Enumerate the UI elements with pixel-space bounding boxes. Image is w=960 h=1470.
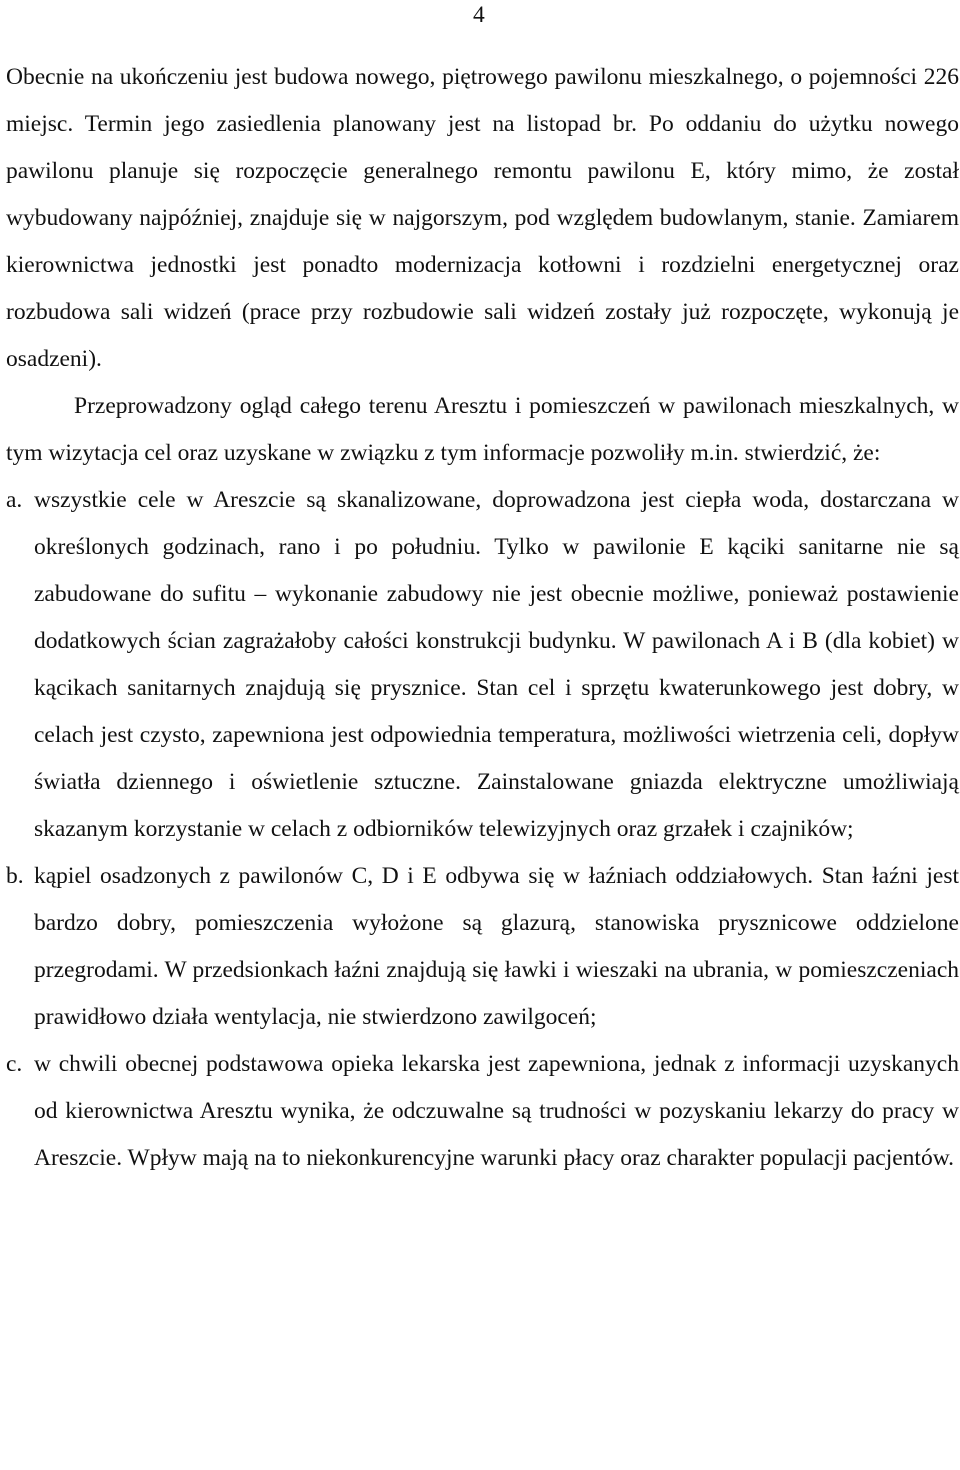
list-item-text: wszystkie cele w Areszcie są skanalizowane, doprowadzona jest ciepła woda, dostarczana w określonych godzinach, rano i po południu. Tylko w pawilonie E kąciki sanitarne nie są zabudowane do sufitu – wykonanie zabudowy nie jest obecnie możliwe, ponieważ postawienie dodatkowych ścian zagrażałoby całości konstrukcji budynku. W pawilonach A i B (dla kobiet) w kącikach sanitarnych znajdują się prysznice. Stan cel i sprzętu kwaterunkowego jest dobry, w celach jest czysto, zapewniona jest odpowiednia temperatura, możliwości wietrzenia celi, dopływ światła dziennego i oświetlenie sztuczne. Zainstalowane gniazda elektryczne umożliwiają skazanym korzystanie w celach z odbiorników telewizyjnych oraz grzałek i czajników; xyxy=(34,487,959,842)
list-marker: a. xyxy=(6,487,23,513)
list-item-text: kąpiel osadzonych z pawilonów C, D i E odbywa się w łaźniach oddziałowych. Stan łaźni jest bardzo dobry, pomieszczenia wyłożone są glazurą, stanowiska prysznicowe oddzielone przegrodami. W przedsionkach łaźni znajdują się ławki i wieszaki na ubrania, w pomieszczeniach prawidłowo działa wentylacja, nie stwierdzono zawilgoceń; xyxy=(34,863,959,1030)
list-item xyxy=(6,853,959,1041)
list-item-text: w chwili obecnej podstawowa opieka lekarska jest zapewniona, jednak z informacji uzyskanych od kierownictwa Aresztu wynika, że odczuwalne są trudności w pozyskaniu lekarzy do pracy w Areszcie. Wpływ mają na to niekonkurencyjne warunki płacy oraz charakter populacji pacjentów. xyxy=(34,1051,959,1171)
page-number: 4 xyxy=(473,2,485,28)
paragraph-building-plans: Obecnie na ukończeniu jest budowa nowego, piętrowego pawilonu mieszkalnego, o pojemności 226 miejsc. Termin jego zasiedlenia planowany jest na listopad br. Po oddaniu do użytku nowego pawilonu planuje się rozpoczęcie generalnego remontu pawilonu E, który mimo, że został wybudowany najpóźniej, znajduje się w najgorszym, pod względem budowlanym, stanie. Zamiarem kierownictwa jednostki jest ponadto modernizacja kotłowni i rozdzielni energetycznej oraz rozbudowa sali widzeń (prace przy rozbudowie sali widzeń zostały już rozpoczęte, wykonują je osadzeni). xyxy=(6,64,959,372)
document-body xyxy=(6,54,959,1182)
findings-list xyxy=(6,477,959,1182)
list-marker: c. xyxy=(6,1051,23,1077)
paragraph-inspection-intro: Przeprowadzony ogląd całego terenu Aresztu i pomieszczeń w pawilonach mieszkalnych, w tym wizytacja cel oraz uzyskane w związku z tym informacje pozwoliły m.in. stwierdzić, że: xyxy=(6,393,959,466)
list-item xyxy=(6,1041,959,1182)
list-item xyxy=(6,477,959,853)
list-marker: b. xyxy=(6,863,24,889)
